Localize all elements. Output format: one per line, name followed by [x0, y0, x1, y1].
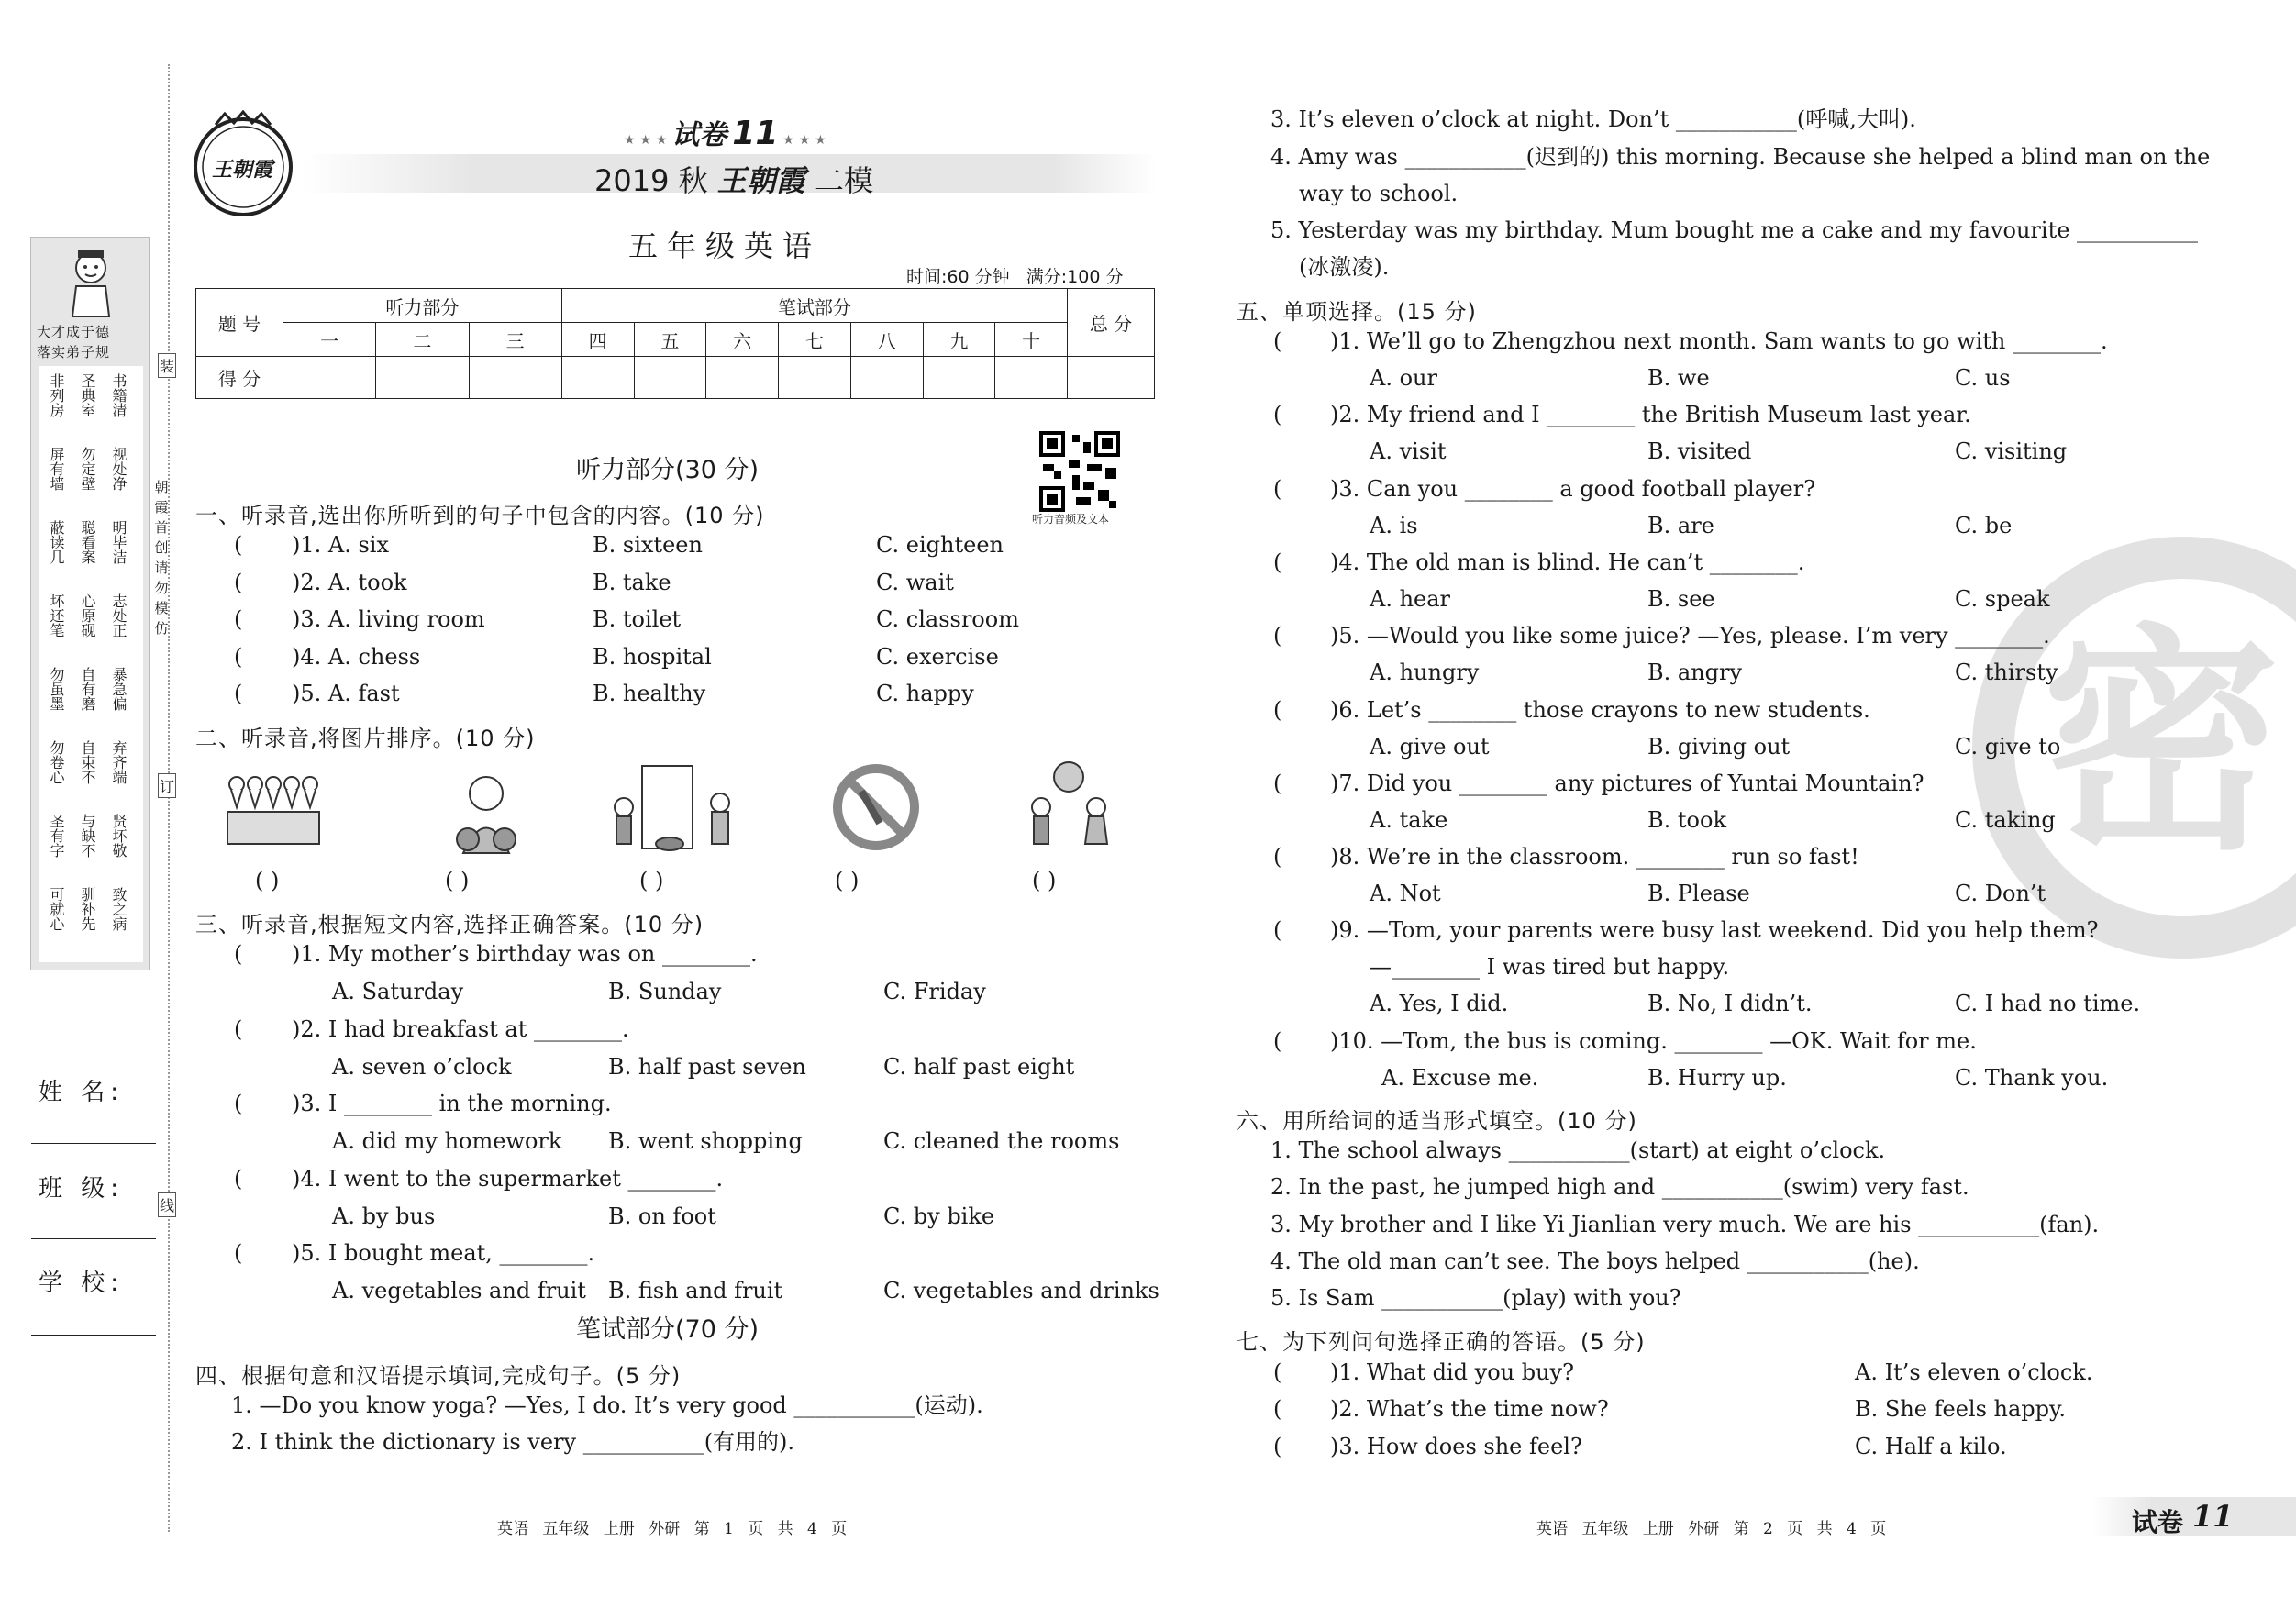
sec5-question-9: )9. —Tom, your parents were busy last weekend. Did you help them?	[1330, 917, 2099, 944]
school-label: 学 校:	[39, 1270, 125, 1297]
time-info	[906, 263, 1123, 288]
score-cell[interactable]	[469, 357, 561, 399]
crying-girl-picture	[431, 757, 541, 858]
answer-paren[interactable]: (	[1273, 844, 1282, 871]
title-suffix: 二模	[814, 163, 873, 198]
motto-column: 视处净	[110, 447, 128, 491]
section-1-title: 一、听录音,选出你所听到的句子中包含的内容。(10 分)	[195, 503, 765, 528]
answer-paren[interactable]: (	[1273, 328, 1282, 354]
paper-number-label	[624, 112, 826, 152]
sec1-option-b: B. take	[593, 569, 671, 595]
seal-char: 勿	[154, 580, 169, 596]
section-3-title: 三、听录音,根据短文内容,选择正确答案。(10 分)	[195, 912, 704, 937]
no-smoking-sign-picture	[826, 757, 936, 858]
sec3-option-a: A. did my homework	[332, 1128, 562, 1154]
answer-paren[interactable]: (	[234, 606, 243, 632]
sec7-question-2: )2. What’s the time now?	[1330, 1396, 1609, 1423]
motto-column: 暴急偏	[110, 667, 128, 711]
sec7-answer: C. Half a kilo.	[1855, 1433, 2007, 1459]
sec5-option-a: A. visit	[1370, 438, 1447, 465]
seal-char: 首	[154, 519, 169, 536]
score-cell[interactable]	[923, 357, 995, 399]
score-table-total: 总 分	[1068, 289, 1155, 357]
binding-tag-2: 订	[158, 773, 176, 798]
sec1-option-c: C. happy	[876, 681, 974, 706]
sec7-question-1: )1. What did you buy?	[1330, 1359, 1574, 1385]
sec5-option-b: B. Please	[1647, 881, 1750, 907]
answer-paren[interactable]: (	[1273, 696, 1282, 723]
sec4-item-5-cont: (冰激凌).	[1299, 254, 1390, 280]
answer-paren[interactable]: (	[234, 569, 243, 595]
sec1-item-5: )5. A. fast	[292, 681, 400, 706]
answer-paren[interactable]: (	[1273, 1433, 1282, 1459]
sec5-question-10: )10. —Tom, the bus is coming. ________ —OK. Wait for me.	[1330, 1027, 1977, 1054]
answer-paren[interactable]: (	[1273, 917, 1282, 944]
sec5-question-cont: —________ I was tired but happy.	[1370, 954, 1730, 981]
answer-paren[interactable]: (	[234, 1240, 243, 1266]
sec5-question-8: )8. We’re in the classroom. ________ run so fast!	[1330, 844, 1859, 871]
seal-char: 模	[154, 600, 169, 616]
sec3-question-5: )5. I bought meat, ________.	[292, 1240, 595, 1266]
sec6-item-2: 2. In the past, he jumped high and ___________(swim) very fast.	[1270, 1174, 1969, 1201]
sec1-item-3: )3. A. living room	[292, 606, 485, 632]
class-field[interactable]	[31, 1238, 156, 1239]
seal-glyph: 密	[2042, 605, 2280, 882]
footer-page-1: 英语 五年级 上册 外研 第 1 页 共 4 页	[497, 1520, 848, 1538]
score-col-8: 八	[850, 323, 923, 357]
title-brand: 王朝霞	[716, 163, 805, 198]
sec7-answer: B. She feels happy.	[1855, 1396, 2067, 1423]
score-col-5: 五	[634, 323, 706, 357]
name-field[interactable]	[31, 1143, 156, 1144]
school-field[interactable]	[31, 1335, 156, 1336]
sec3-option-b: B. fish and fruit	[608, 1278, 783, 1303]
motto-bottom: 落实弟子规	[37, 344, 111, 360]
sec5-option-a: A. take	[1370, 806, 1448, 833]
section-7-title: 七、为下列问句选择正确的答语。(5 分)	[1237, 1329, 1646, 1355]
sec5-option-b: B. are	[1647, 512, 1714, 538]
section-2-title: 二、听录音,将图片排序。(10 分)	[195, 726, 536, 751]
score-cell[interactable]	[706, 357, 779, 399]
motto-column: 自束不	[79, 740, 96, 784]
qr-code-icon[interactable]	[1039, 431, 1120, 512]
score-cell[interactable]	[283, 357, 376, 399]
sec3-option-c: C. half past eight	[883, 1053, 1075, 1080]
sec5-option-b: B. giving out	[1647, 733, 1791, 760]
sec5-option-a: A. our	[1370, 365, 1437, 391]
sec3-option-c: C. Friday	[883, 979, 986, 1004]
sec4-item-2: 2. I think the dictionary is very ___________(有用的).	[231, 1429, 795, 1455]
sec3-question-3: )3. I ________ in the morning.	[292, 1091, 612, 1116]
sec5-option-c: C. give to	[1955, 733, 2061, 760]
sec1-option-c: C. classroom	[876, 606, 1019, 632]
motto-column: 屏有墙	[48, 447, 65, 491]
motto-column: 驯补先	[79, 887, 96, 931]
motto-column: 与缺不	[79, 814, 96, 858]
sec1-option-c: C. exercise	[876, 643, 999, 670]
score-cell[interactable]	[634, 357, 706, 399]
sec5-option-b: B. No, I didn’t.	[1647, 991, 1813, 1017]
sec5-option-c: C. be	[1955, 512, 2013, 538]
score-col-3: 三	[469, 323, 561, 357]
sec5-option-c: C. I had no time.	[1955, 991, 2141, 1017]
sec5-option-c: C. visiting	[1955, 438, 2068, 465]
answer-paren[interactable]: (	[234, 643, 243, 670]
sec4-item-4: 4. Amy was ___________(迟到的) this morning. Because she helped a blind man on the	[1270, 144, 2211, 170]
answer-paren[interactable]: (	[234, 532, 243, 558]
motto-column: 非列房	[48, 373, 65, 417]
binding-tag-1: 装	[158, 353, 176, 378]
sec6-item-1: 1. The school always ___________(start) at eight o’clock.	[1270, 1137, 1886, 1163]
full-score: 满分:100 分	[1026, 267, 1124, 287]
sec5-option-b: B. Hurry up.	[1647, 1064, 1787, 1091]
sec3-option-a: A. seven o’clock	[332, 1053, 512, 1080]
star-deco-left: ★ ★ ★	[624, 133, 672, 148]
title-year: 2019 秋	[594, 163, 708, 198]
sec5-option-c: C. us	[1955, 365, 2011, 391]
sec3-option-b: B. went shopping	[608, 1128, 803, 1154]
binding-tag-3: 线	[158, 1192, 176, 1217]
sec5-option-b: B. took	[1647, 806, 1726, 833]
brand-logo	[188, 110, 298, 220]
sec5-option-c: C. thirsty	[1955, 660, 2058, 686]
footer-page-2: 英语 五年级 上册 外研 第 2 页 共 4 页	[1536, 1520, 1887, 1538]
sec3-question-2: )2. I had breakfast at ________.	[292, 1015, 629, 1042]
answer-paren[interactable]: (	[234, 1165, 243, 1192]
sec1-option-c: C. wait	[876, 569, 954, 595]
motto-column: 圣有字	[48, 814, 65, 858]
sec5-option-a: A. Not	[1370, 881, 1441, 907]
answer-paren[interactable]: (	[234, 941, 243, 967]
motto-column: 致之病	[110, 887, 128, 931]
sec3-option-a: A. Saturday	[332, 979, 464, 1004]
section-5-title: 五、单项选择。(15 分)	[1237, 299, 1477, 325]
answer-paren[interactable]: (	[1273, 1396, 1282, 1423]
picture-order-blank[interactable]: ( )	[1032, 868, 1057, 893]
seal-char: 仿	[154, 620, 169, 637]
answer-paren[interactable]: (	[234, 681, 243, 706]
seal-char: 创	[154, 539, 169, 556]
seal-char: 霞	[154, 499, 169, 516]
answer-paren[interactable]: (	[1273, 770, 1282, 796]
motto-column: 明毕洁	[110, 520, 128, 564]
motto-column: 勿卷心	[48, 740, 65, 784]
motto-columns	[39, 366, 143, 962]
corner-tag	[2091, 1497, 2296, 1536]
picture-order-blank[interactable]: ( )	[835, 868, 860, 893]
sec3-option-c: C. by bike	[883, 1203, 995, 1229]
sec5-option-b: B. see	[1647, 585, 1715, 612]
sec5-option-a: A. give out	[1370, 733, 1490, 760]
motto-column: 坏还笔	[48, 593, 65, 638]
sec1-option-b: B. healthy	[593, 681, 706, 706]
sec5-question-5: )5. —Would you like some juice? —Yes, please. I’m very ________.	[1330, 623, 2050, 649]
motto-column: 志处正	[110, 593, 128, 638]
sec1-option-b: B. sixteen	[593, 532, 703, 558]
sec1-option-b: B. toilet	[593, 606, 682, 632]
sec3-option-c: C. vegetables and drinks	[883, 1278, 1159, 1303]
sec5-option-a: A. is	[1370, 512, 1418, 538]
sec3-option-b: B. Sunday	[608, 979, 722, 1004]
sec5-question-3: )3. Can you ________ a good football player?	[1330, 475, 1816, 502]
sec3-option-a: A. by bus	[332, 1203, 436, 1229]
score-cell[interactable]	[779, 357, 851, 399]
logo-text: 王朝霞	[212, 158, 273, 182]
sec3-option-b: B. on foot	[608, 1203, 716, 1229]
sec5-option-a: A. hungry	[1370, 660, 1480, 686]
people-door-picture	[605, 757, 743, 858]
sidebar-motto-panel	[30, 237, 150, 970]
qr-caption: 听力音频及文本	[1032, 513, 1110, 526]
answer-paren[interactable]: (	[1273, 475, 1282, 502]
sec3-question-1: )1. My mother’s birthday was on ________.	[292, 941, 758, 967]
motto-column: 心原砚	[79, 593, 96, 638]
motto-column: 可就心	[48, 887, 65, 931]
sec5-option-c: C. taking	[1955, 806, 2056, 833]
subject-title: 五年级英语	[628, 228, 822, 263]
sec1-item-1: )1. A. six	[292, 532, 390, 558]
motto-top: 大才成于德	[37, 324, 111, 340]
listening-title: 听力部分(30 分)	[576, 456, 760, 484]
sec1-option-b: B. hospital	[593, 643, 712, 670]
section-4-title: 四、根据句意和汉语提示填词,完成句子。(5 分)	[195, 1363, 682, 1389]
score-col-4: 四	[561, 323, 634, 357]
picture-order-blank[interactable]: ( )	[255, 868, 280, 893]
sec4-item-4-cont: way to school.	[1299, 181, 1459, 206]
sec6-item-3: 3. My brother and I like Yi Jianlian very much. We are his ___________(fan).	[1270, 1211, 2100, 1237]
score-col-9: 九	[923, 323, 995, 357]
motto-column: 自有磨	[79, 667, 96, 711]
sec7-answer: A. It’s eleven o’clock.	[1855, 1359, 2093, 1385]
written-title: 笔试部分(70 分)	[576, 1315, 760, 1344]
motto-column: 勿定壁	[79, 447, 96, 491]
score-col-7: 七	[779, 323, 851, 357]
children-picture	[1014, 757, 1124, 858]
sec5-option-a: A. hear	[1370, 585, 1451, 612]
answer-paren[interactable]: (	[1273, 549, 1282, 575]
sec5-option-b: B. we	[1647, 365, 1710, 391]
sec5-question-7: )7. Did you ________ any pictures of Yuntai Mountain?	[1330, 770, 1924, 796]
sec5-question-6: )6. Let’s ________ those crayons to new students.	[1330, 696, 1870, 723]
sec5-option-b: B. visited	[1647, 438, 1752, 465]
sec4-item-5: 5. Yesterday was my birthday. Mum bought me a cake and my favourite ___________	[1270, 217, 2199, 243]
picture-order-blank[interactable]: ( )	[445, 868, 470, 893]
sec5-question-1: )1. We’ll go to Zhengzhou next month. Sam wants to go with ________.	[1330, 328, 2108, 354]
score-col-2: 二	[376, 323, 469, 357]
vertical-seal-strip	[151, 477, 172, 638]
sec1-option-c: C. eighteen	[876, 532, 1004, 558]
ice-cream-picture	[220, 757, 330, 858]
sec1-item-2: )2. A. took	[292, 569, 407, 595]
answer-paren[interactable]: (	[1273, 1359, 1282, 1385]
motto-column: 弃齐端	[110, 740, 128, 784]
sec5-option-b: B. angry	[1647, 660, 1743, 686]
answer-paren[interactable]: (	[1273, 623, 1282, 649]
exam-title	[594, 158, 873, 200]
sec6-item-4: 4. The old man can’t see. The boys helped ___________(he).	[1270, 1248, 1920, 1274]
sec5-option-a: A. Yes, I did.	[1370, 991, 1509, 1017]
sec3-option-a: A. vegetables and fruit	[332, 1278, 586, 1303]
sec7-question-3: )3. How does she feel?	[1330, 1433, 1582, 1459]
answer-paren[interactable]: (	[234, 1091, 243, 1116]
motto-column: 圣典室	[79, 373, 96, 417]
motto-column: 聪看案	[79, 520, 96, 564]
score-col-1: 一	[283, 323, 376, 357]
seal-char: 朝	[154, 479, 169, 495]
score-cell[interactable]	[376, 357, 469, 399]
paper-number: 11	[732, 115, 779, 152]
corner-tag-number: 11	[2192, 1499, 2234, 1534]
motto-column: 贤坏敬	[110, 814, 128, 858]
sec5-option-c: C. Don’t	[1955, 881, 2046, 907]
sec3-option-c: C. cleaned the rooms	[883, 1128, 1120, 1154]
score-table-header: 题 号	[196, 289, 283, 357]
seal-char: 请	[154, 560, 169, 576]
paper-label: 试卷	[671, 119, 727, 151]
sec5-option-c: C. speak	[1955, 585, 2050, 612]
score-col-10: 十	[995, 323, 1068, 357]
score-cell[interactable]	[561, 357, 634, 399]
sec1-item-4: )4. A. chess	[292, 643, 421, 670]
sec3-option-b: B. half past seven	[608, 1053, 806, 1080]
motto-column: 勿虽墨	[48, 667, 65, 711]
star-deco-right: ★ ★ ★	[778, 133, 826, 148]
sec3-question-4: )4. I went to the supermarket ________.	[292, 1165, 724, 1192]
sec6-item-5: 5. Is Sam ___________(play) with you?	[1270, 1285, 1681, 1312]
binding-dotted-line	[168, 64, 170, 1532]
answer-paren[interactable]: (	[1273, 402, 1282, 428]
class-label: 班 级:	[39, 1175, 125, 1203]
name-label: 姓 名:	[39, 1079, 125, 1106]
sec5-option-a: A. Excuse me.	[1381, 1064, 1539, 1091]
sec5-question-2: )2. My friend and I ________ the British Museum last year.	[1330, 402, 1971, 428]
sec4-item-1: 1. —Do you know yoga? —Yes, I do. It’s very good ___________(运动).	[231, 1392, 983, 1418]
score-cell[interactable]	[850, 357, 923, 399]
motto-column: 蔽读几	[48, 520, 65, 564]
score-cell[interactable]	[995, 357, 1068, 399]
cartoon-scholar-icon	[63, 245, 118, 318]
sec5-question-4: )4. The old man is blind. He can’t ________.	[1330, 549, 1805, 575]
answer-paren[interactable]: (	[234, 1015, 243, 1042]
time-limit: 时间:60 分钟	[906, 267, 1010, 287]
answer-paren[interactable]: (	[1273, 1027, 1282, 1054]
score-table-listening: 听力部分	[283, 289, 562, 323]
score-col-6: 六	[706, 323, 779, 357]
score-table	[195, 288, 1155, 399]
score-table-written: 笔试部分	[561, 289, 1067, 323]
sec4-item-3: 3. It’s eleven o’clock at night. Don’t ___________(呼喊,大叫).	[1270, 106, 1916, 132]
score-row-label: 得 分	[196, 357, 283, 399]
section-6-title: 六、用所给词的适当形式填空。(10 分)	[1237, 1108, 1637, 1134]
picture-order-blank[interactable]: ( )	[639, 868, 664, 893]
corner-tag-label: 试卷	[2132, 1507, 2184, 1537]
score-cell[interactable]	[1068, 357, 1155, 399]
sec5-option-c: C. Thank you.	[1955, 1064, 2109, 1091]
motto-column: 书籍清	[110, 373, 128, 417]
